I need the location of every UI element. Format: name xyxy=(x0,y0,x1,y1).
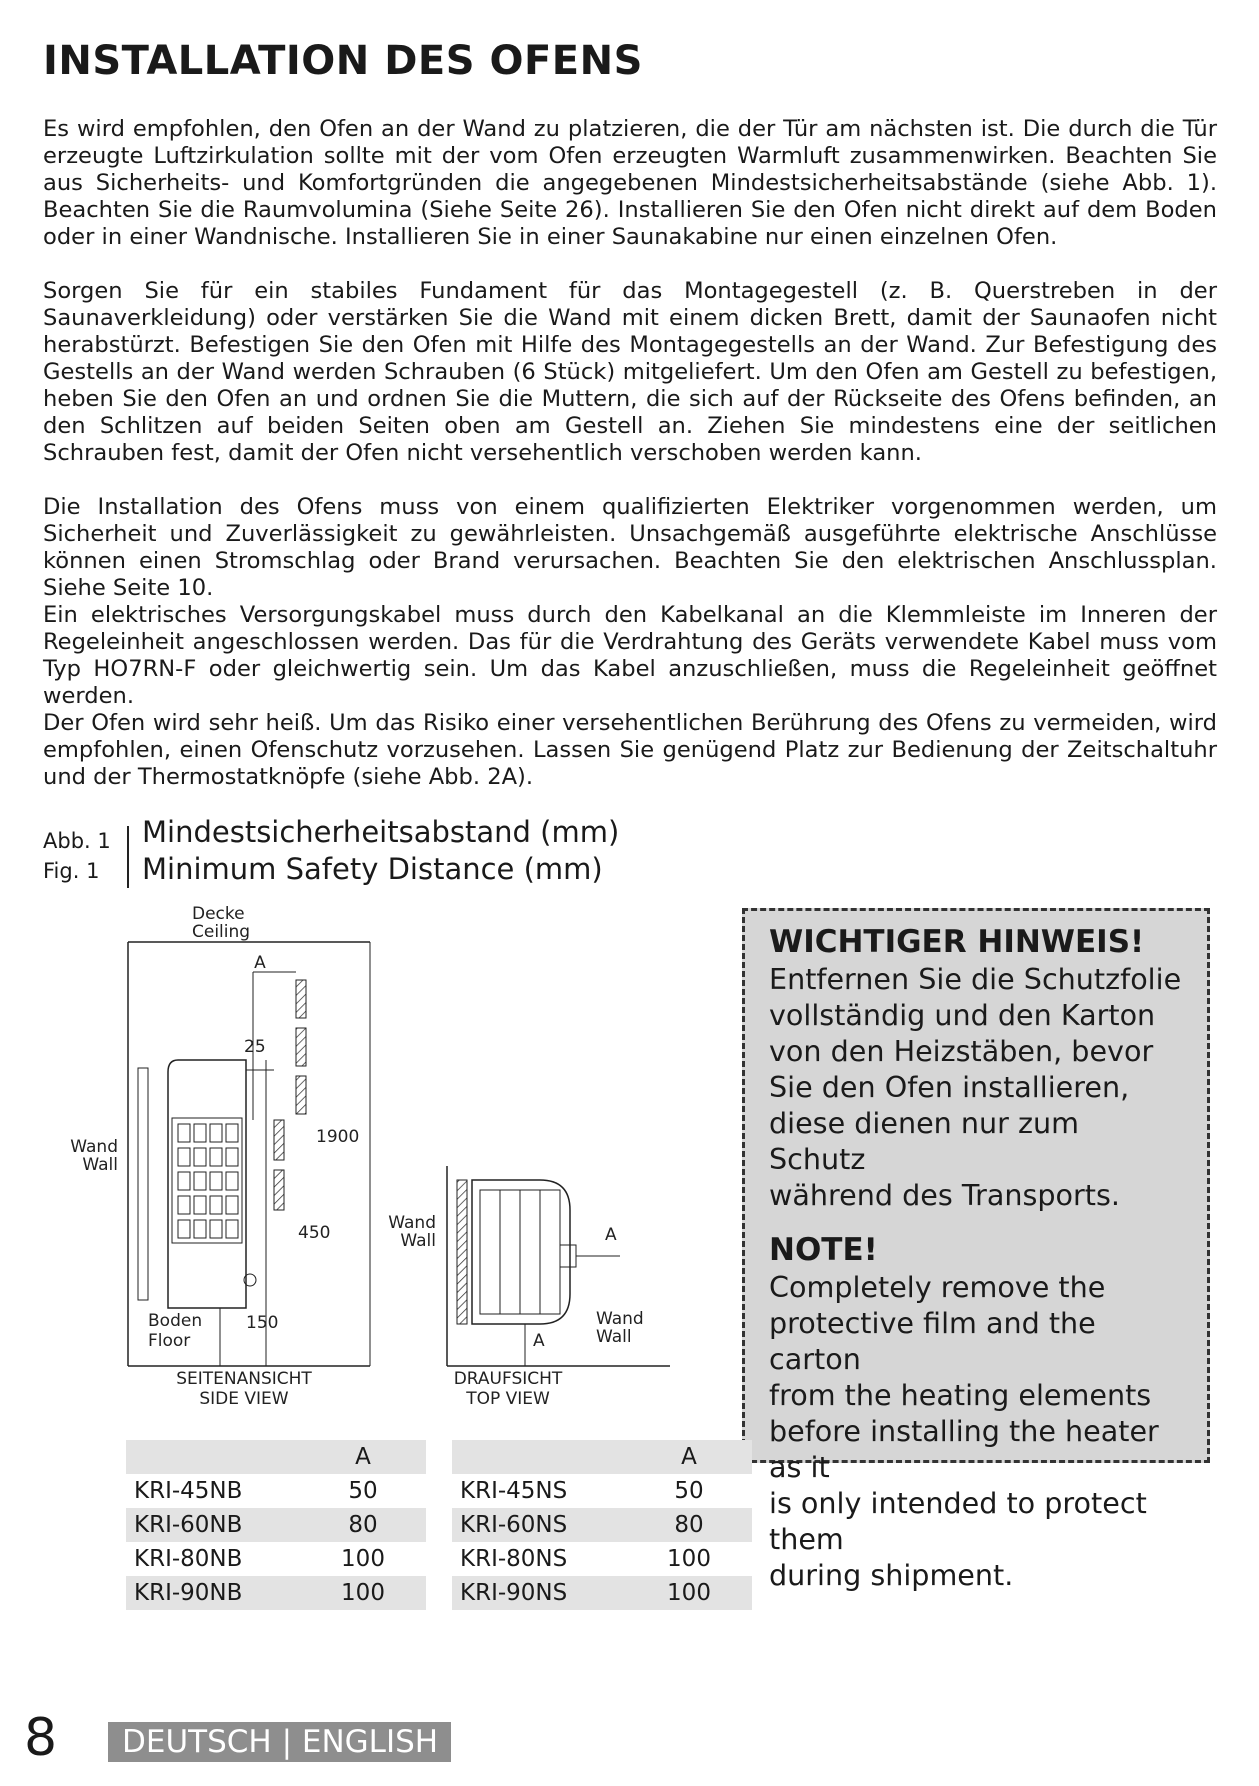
figure-caption-en: Minimum Safety Distance (mm) xyxy=(142,852,603,886)
page-number: 8 xyxy=(24,1708,58,1768)
table-cell-model: KRI-80NB xyxy=(134,1546,243,1572)
table-row xyxy=(452,1474,752,1508)
top-heater-body xyxy=(472,1180,570,1324)
floor-label-de: Boden xyxy=(148,1311,203,1331)
table-cell-value: 100 xyxy=(626,1576,752,1610)
paragraph-placement: Es wird empfohlen, den Ofen an der Wand zu platzieren, die der Tür am nächsten ist. Die durch die Tür erzeugte Luftzirkulation sollte mit der vom Ofen erzeugten Warmluft zusammenwirken. Beachten Sie aus Sicherheits- und Komfortgründen die angegebenen Mindestsicherheitsabstände (siehe Abb. 1). Beachten Sie die Raumvolumina (Siehe Seite 26). Installieren Sie den Ofen nicht direkt auf dem Boden oder in einer Wandnische. Installieren Sie in einer Saunakabine nur einen einzelnen Ofen. xyxy=(43,116,1217,250)
table-cell-model: KRI-60NB xyxy=(126,1508,300,1542)
dim-450-label: 450 xyxy=(298,1223,331,1243)
figure-label xyxy=(43,826,129,888)
note-line-en: Completely remove the xyxy=(769,1270,1106,1304)
note-line-de: von den Heizstäben, bevor xyxy=(769,1034,1154,1068)
note-line-de: Entfernen Sie die Schutzfolie xyxy=(769,962,1182,996)
ceiling-label-en: Ceiling xyxy=(192,922,251,942)
important-note-box xyxy=(742,908,1210,1592)
top-wall2-label-de: Wand xyxy=(596,1309,644,1329)
top-wall2-label-en: Wall xyxy=(596,1327,632,1347)
heating-elements xyxy=(172,1118,242,1243)
side-view xyxy=(70,904,370,1409)
table-row xyxy=(452,1542,752,1576)
table-cell-model: KRI-80NS xyxy=(460,1546,568,1572)
table-cell-model: KRI-60NS xyxy=(452,1508,626,1542)
paragraph-cable: Ein elektrisches Versorgungskabel muss durch den Kabelkanal an die Klemmleiste im Inneren der Regeleinheit angeschlossen werden. Das für die Verdrahtung des Geräts verwendete Kabel muss vom Typ HO7RN-F oder gleichwertig sein. Um das Kabel anzuschließen, muss die Regeleinheit geöffnet werden. xyxy=(43,602,1217,709)
mounting-rail xyxy=(296,1028,306,1066)
dim-a-label: A xyxy=(254,953,266,973)
note-line-de: Sie den Ofen installieren, xyxy=(769,1070,1130,1104)
table-cell-model: KRI-45NS xyxy=(460,1478,568,1504)
table-row xyxy=(452,1576,752,1610)
note-heading-de: WICHTIGER HINWEIS! xyxy=(769,924,1145,960)
table-cell-value: 100 xyxy=(667,1546,711,1572)
top-dim-a-right-label: A xyxy=(605,1225,617,1245)
table-cell-value: 50 xyxy=(348,1478,378,1504)
heater-back-panel xyxy=(138,1068,148,1300)
note-line-de: vollständig und den Karton xyxy=(769,998,1156,1032)
note-line-en: is only intended to protect them xyxy=(769,1486,1147,1556)
wall-label-de: Wand xyxy=(70,1137,118,1157)
top-control-box xyxy=(560,1245,576,1267)
mounting-rail xyxy=(296,980,306,1018)
page-title: INSTALLATION DES OFENS xyxy=(43,38,643,84)
table-header-cell xyxy=(452,1440,626,1474)
paragraph-mounting: Sorgen Sie für ein stabiles Fundament für das Montagegestell (z. B. Querstreben in der Saunaverkleidung) oder verstärken Sie die Wand mit einem dicken Brett, damit der Saunaofen nicht herabstürzt. Befestigen Sie den Ofen mit Hilfe des Montagegestells an der Wand. Zur Befestigung des Gestells an der Wand werden Schrauben (6 Stück) mitgeliefert. Um den Ofen am Gestell zu befestigen, heben Sie den Ofen an und ordnen Sie die Muttern, die sich auf der Rückseite des Ofens befinden, an den Schlitzen auf beiden Seiten oben am Gestell an. Ziehen Sie mindestens eine der seitlichen Schrauben fest, damit der Ofen nicht versehentlich verschoben werden kann. xyxy=(43,278,1217,466)
table-header-cell: A xyxy=(626,1440,752,1474)
note-line-en: during shipment. xyxy=(769,1558,1014,1592)
distance-table-nb xyxy=(126,1440,426,1610)
mounting-rail xyxy=(274,1120,284,1160)
table-header-cell xyxy=(126,1440,300,1474)
table-row xyxy=(126,1474,426,1508)
ceiling-label-de: Decke xyxy=(192,904,245,924)
table-row xyxy=(126,1508,426,1542)
figure-label-en: Fig. 1 xyxy=(43,859,100,883)
language-bar: DEUTSCH | ENGLISH xyxy=(108,1722,451,1762)
table-cell-value: 100 xyxy=(341,1546,385,1572)
note-line-de: während des Transports. xyxy=(769,1178,1120,1212)
top-wall1-label-en: Wall xyxy=(400,1231,436,1251)
dim-150-label: 150 xyxy=(246,1313,279,1333)
table-header-row xyxy=(126,1440,426,1474)
table-row xyxy=(452,1508,752,1542)
top-dim-a-bottom-label: A xyxy=(533,1331,545,1351)
mounting-rail xyxy=(274,1170,284,1210)
table-row xyxy=(126,1542,426,1576)
top-view xyxy=(388,1166,670,1409)
table-cell-value: 80 xyxy=(300,1508,426,1542)
wall-label-en: Wall xyxy=(82,1155,118,1175)
note-heading-en: NOTE! xyxy=(769,1232,878,1268)
note-line-de: diese dienen nur zum Schutz xyxy=(769,1106,1079,1176)
table-header-cell: A xyxy=(300,1440,426,1474)
top-view-title-en: TOP VIEW xyxy=(466,1389,550,1409)
heater-body xyxy=(168,1060,246,1308)
dim-25-label: 25 xyxy=(244,1037,266,1057)
figure-caption-de: Mindestsicherheitsabstand (mm) xyxy=(142,815,620,849)
table-cell-value: 80 xyxy=(626,1508,752,1542)
top-wall1-label-de: Wand xyxy=(388,1213,436,1233)
side-view-title-en: SIDE VIEW xyxy=(199,1389,289,1409)
distance-table-ns xyxy=(452,1440,752,1610)
paragraph-guard: Der Ofen wird sehr heiß. Um das Risiko einer versehentlichen Berührung des Ofens zu vermeiden, wird empfohlen, einen Ofenschutz vorzusehen. Lassen Sie genügend Platz zur Bedienung der Zeitschaltuhr und der Thermostatknöpfe (siehe Abb. 2A). xyxy=(43,710,1217,790)
top-mounting-rail xyxy=(457,1180,467,1324)
note-line-en: protective film and the carton xyxy=(769,1306,1096,1376)
table-header-row xyxy=(452,1440,752,1474)
paragraph-electrician: Die Installation des Ofens muss von einem qualifizierten Elektriker vorgenommen werden, um Sicherheit und Zuverlässigkeit zu gewährleisten. Unsachgemäß ausgeführte elektrische Anschlüsse können einen Stromschlag oder Brand verursachen. Beachten Sie den elektrischen Anschlussplan. Siehe Seite 10. xyxy=(43,494,1217,601)
safety-distance-diagram xyxy=(60,900,740,1430)
table-cell-model: KRI-90NS xyxy=(452,1576,626,1610)
figure-caption xyxy=(142,814,619,888)
mounting-rail xyxy=(296,1076,306,1114)
note-line-en: before installing the heater as it xyxy=(769,1414,1159,1484)
table-cell-model: KRI-45NB xyxy=(134,1478,243,1504)
heater-grid xyxy=(178,1124,238,1238)
figure-label-de: Abb. 1 xyxy=(43,829,111,853)
table-row xyxy=(126,1576,426,1610)
note-line-en: from the heating elements xyxy=(769,1378,1152,1412)
table-cell-value: 100 xyxy=(300,1576,426,1610)
top-view-title-de: DRAUFSICHT xyxy=(453,1369,563,1389)
table-cell-model: KRI-90NB xyxy=(126,1576,300,1610)
table-cell-value: 50 xyxy=(674,1478,704,1504)
floor-label-en: Floor xyxy=(148,1331,191,1351)
side-view-title-de: SEITENANSICHT xyxy=(176,1369,312,1389)
dim-1900-label: 1900 xyxy=(316,1127,360,1147)
